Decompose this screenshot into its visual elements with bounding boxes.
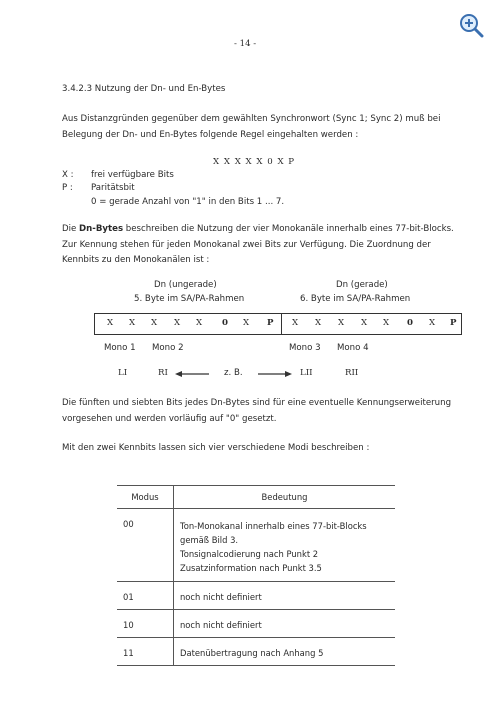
bit-cell: X bbox=[151, 318, 158, 328]
legend-x-text: frei verfügbare Bits bbox=[91, 170, 174, 180]
bit-cell: X bbox=[315, 318, 322, 328]
paragraph-line: Die fünften und siebten Bits jedes Dn-Bytes sind für eine eventuelle Kennungserweiterung bbox=[62, 398, 452, 408]
rule-pattern: X X X X X 0 X P bbox=[213, 157, 296, 167]
bit-cell: X bbox=[361, 318, 368, 328]
channel-label: LII bbox=[300, 368, 313, 378]
bit-cell: X bbox=[338, 318, 345, 328]
modus-cell: 00 bbox=[117, 509, 174, 582]
paragraph-line: Zur Kennung stehen für jeden Monokanal zwei Bits zur Verfügung. Die Zuordnung der bbox=[62, 240, 431, 250]
left-byte-title: Dn (ungerade) bbox=[154, 280, 217, 290]
bit-cell: 0 bbox=[222, 318, 228, 328]
bit-cell: X bbox=[429, 318, 436, 328]
bit-cell: X bbox=[292, 318, 299, 328]
bit-cell: 0 bbox=[407, 318, 413, 328]
bit-cell: X bbox=[243, 318, 250, 328]
channel-label: LI bbox=[118, 368, 128, 378]
byte-frame bbox=[94, 313, 462, 335]
paragraph-line: Belegung der Dn- und En-Bytes folgende Regel eingehalten werden : bbox=[62, 130, 359, 140]
right-arrow-icon bbox=[258, 370, 292, 378]
bedeutung-cell: Datenübertragung nach Anhang 5 bbox=[174, 638, 396, 666]
bit-cell: P bbox=[450, 318, 457, 328]
mono-label: Mono 4 bbox=[337, 343, 369, 353]
paragraph-line: Aus Distanzgründen gegenüber dem gewählten Synchronwort (Sync 1; Sync 2) muß bei bbox=[62, 114, 441, 124]
table-row bbox=[117, 610, 395, 638]
bedeutung-cell: noch nicht definiert bbox=[174, 582, 396, 610]
table-row bbox=[117, 582, 395, 610]
bit-cell: X bbox=[383, 318, 390, 328]
bit-cell: X bbox=[174, 318, 181, 328]
right-byte-subtitle: 6. Byte im SA/PA-Rahmen bbox=[300, 294, 411, 304]
section-heading: 3.4.2.3 Nutzung der Dn- und En-Bytes bbox=[62, 84, 226, 94]
paragraph-line: Kennbits zu den Monokanälen ist : bbox=[62, 255, 210, 265]
table-header-row bbox=[117, 486, 395, 509]
legend-x-key: X : bbox=[62, 170, 74, 180]
modus-cell: 11 bbox=[117, 638, 174, 666]
zoom-in-icon[interactable] bbox=[458, 12, 484, 38]
modus-cell: 10 bbox=[117, 610, 174, 638]
legend-p-text: Paritätsbit bbox=[91, 183, 135, 193]
bedeutung-cell: Ton-Monokanal innerhalb eines 77-bit-Blocks gemäß Bild 3. Tonsignalcodierung nach Punkt 2 Zusatzinformation nach Punkt 3.5 bbox=[174, 509, 396, 582]
column-header: Bedeutung bbox=[174, 486, 396, 509]
left-arrow-icon bbox=[175, 370, 209, 378]
bit-cell: P bbox=[267, 318, 274, 328]
example-label: z. B. bbox=[224, 368, 243, 378]
bit-cell: X bbox=[196, 318, 203, 328]
right-byte-title: Dn (gerade) bbox=[336, 280, 388, 290]
paragraph-line: vorgesehen und werden vorläufig auf "0" gesetzt. bbox=[62, 414, 277, 424]
mono-label: Mono 1 bbox=[104, 343, 136, 353]
mono-label: Mono 3 bbox=[289, 343, 321, 353]
table-row bbox=[117, 638, 395, 666]
byte-divider bbox=[281, 314, 282, 334]
modes-table bbox=[117, 485, 395, 666]
bit-cell: X bbox=[107, 318, 114, 328]
paragraph-line: Die Dn-Bytes beschreiben die Nutzung der vier Monokanäle innerhalb eines 77-bit-Blocks. bbox=[62, 224, 454, 234]
paragraph-line: Mit den zwei Kennbits lassen sich vier verschiedene Modi beschreiben : bbox=[62, 443, 370, 453]
left-byte-subtitle: 5. Byte im SA/PA-Rahmen bbox=[134, 294, 245, 304]
channel-label: RII bbox=[345, 368, 359, 378]
bit-cell: X bbox=[129, 318, 136, 328]
page-number: - 14 - bbox=[234, 39, 257, 49]
legend-p-key: P : bbox=[62, 183, 73, 193]
column-header: Modus bbox=[117, 486, 174, 509]
table-row bbox=[117, 509, 395, 582]
legend-zero-text: 0 = gerade Anzahl von "1" in den Bits 1 ... 7. bbox=[91, 197, 285, 207]
modus-cell: 01 bbox=[117, 582, 174, 610]
channel-label: RI bbox=[158, 368, 168, 378]
bold-term: Dn-Bytes bbox=[79, 224, 124, 234]
bedeutung-cell: noch nicht definiert bbox=[174, 610, 396, 638]
mono-label: Mono 2 bbox=[152, 343, 184, 353]
